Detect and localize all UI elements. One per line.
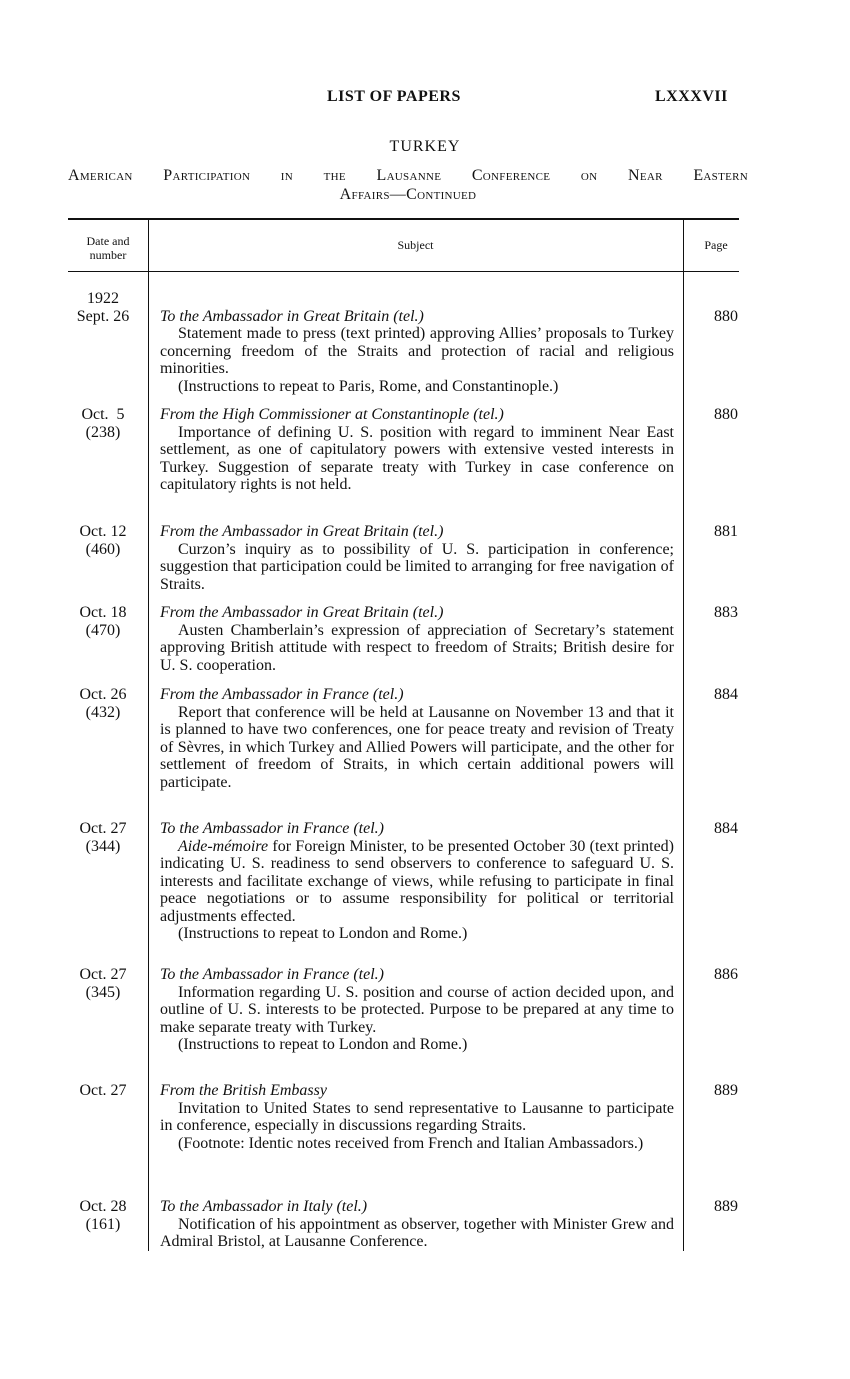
- entry-date: [66, 406, 140, 441]
- entry-text: Report that conference will be held at Lausanne on November 13 and that it is planned to have two conferences, one for peace treaty and revision of Treaty of Sèvres, in which Turkey and Allied Powers will participate, and the other for settlement of freedom of Straits, in which certain additional powers will participate.: [160, 703, 674, 791]
- entry-date: [66, 1198, 140, 1233]
- entry-page: 889: [714, 1082, 738, 1099]
- entry-subject: [160, 820, 674, 943]
- column-divider-left: [148, 219, 149, 1251]
- entry-number: (238): [85, 423, 121, 441]
- entry-subject: [160, 406, 674, 494]
- entry-subject: [160, 686, 674, 791]
- entry-subject: [160, 604, 674, 674]
- entry-date: [66, 523, 140, 558]
- column-header-subject: Subject: [397, 238, 434, 252]
- entry-note: (Instructions to repeat to London and Rome.): [178, 1036, 468, 1053]
- entry-heading: To the Ambassador in France (tel.): [160, 820, 384, 837]
- entry-heading: To the Ambassador in Great Britain (tel.): [160, 307, 424, 325]
- running-head-page-number: LXXXVII: [655, 88, 728, 105]
- entry-day: Oct. 12: [79, 523, 127, 540]
- entry-day: Oct. 27: [79, 820, 127, 837]
- entry-subject: [160, 1082, 674, 1152]
- entry-text: [160, 838, 674, 926]
- entry-heading: From the High Commissioner at Constantinople (tel.): [160, 406, 504, 423]
- entry-date: [66, 966, 140, 1001]
- entry-page: 884: [714, 686, 738, 703]
- entry-number: (344): [85, 837, 121, 855]
- entry-date: [66, 604, 140, 639]
- column-header-date-line1: Date and: [86, 234, 130, 248]
- column-header-date: [68, 234, 148, 262]
- entry-text: Importance of defining U. S. position with regard to imminent Near East settlement, as one of capitulatory powers with extensive vested interests in Turkey. Suggestion of separate treaty with Turkey in case conference on capitulatory rights is not held.: [160, 423, 674, 493]
- entry-subject: [160, 966, 674, 1054]
- entry-page: 883: [714, 604, 738, 621]
- entry-page: 889: [714, 1198, 738, 1215]
- entry-text: Curzon’s inquiry as to possibility of U. S. participation in conference; suggestion that participation could be limited to arranging for free navigation of Straits.: [160, 540, 674, 593]
- entry-date: [66, 820, 140, 855]
- column-header-page: Page: [704, 238, 728, 252]
- entry-day: Oct. 27: [79, 1082, 127, 1099]
- column-divider-right: [683, 219, 684, 1251]
- entry-text: Notification of his appointment as observer, together with Minister Grew and Admiral Bristol, at Lausanne Conference.: [160, 1215, 674, 1250]
- document-title-line1: American Participation in the Lausanne Conference on Near Eastern: [68, 167, 748, 184]
- entry-heading: From the Ambassador in France (tel.): [160, 686, 404, 703]
- entry-date: [66, 686, 140, 721]
- entry-number: (432): [85, 703, 121, 721]
- entry-date: [66, 1082, 140, 1100]
- entry-text: Statement made to press (text printed) approving Allies’ proposals to Turkey concerning freedom of the Straits and protection of racial and religious minorities.: [160, 325, 674, 377]
- entry-day: Oct. 5: [81, 406, 125, 423]
- document-title: [68, 166, 748, 204]
- entry-number: (345): [85, 983, 121, 1001]
- entry-day: Oct. 28: [79, 1198, 127, 1215]
- entry-heading: From the Ambassador in Great Britain (tel.): [160, 523, 444, 540]
- table-header-rule: [68, 271, 739, 272]
- entry-day: Oct. 18: [79, 604, 127, 621]
- entry-day: Oct. 26: [79, 686, 127, 703]
- entry-note: (Instructions to repeat to Paris, Rome, and Constantinople.): [178, 377, 559, 395]
- entry-number: (470): [85, 621, 121, 639]
- entry-number: (460): [85, 540, 121, 558]
- entry-note: (Footnote: Identic notes received from French and Italian Ambassadors.): [178, 1134, 644, 1152]
- entry-subject: [160, 308, 674, 396]
- entry-heading: From the British Embassy: [160, 1082, 327, 1099]
- entry-heading: From the Ambassador in Great Britain (tel.): [160, 604, 444, 621]
- entry-page: 880: [714, 406, 738, 423]
- column-header-date-line2: number: [89, 248, 127, 262]
- table-top-rule: [68, 218, 739, 220]
- entry-text: Invitation to United States to send representative to Lausanne to participate in conference, especially in discussions regarding Straits.: [160, 1099, 674, 1134]
- document-title-line2: Affairs—Continued: [339, 186, 477, 203]
- entry-page: 884: [714, 820, 738, 837]
- entry-number: (161): [85, 1215, 121, 1233]
- entry-year: 1922: [87, 290, 119, 307]
- entry-heading: To the Ambassador in Italy (tel.): [160, 1198, 368, 1215]
- running-head: [0, 88, 850, 112]
- entry-date: [66, 290, 140, 325]
- entry-text-rest: for Foreign Minister, to be presented October 30 (text printed) indicating U. S. readiness to send observers to conference to safeguard U. S. interests and facilitate exchange of views, while refusing to participate in final peace negotiations or to assume responsibility for political or territorial adjustments effected.: [160, 837, 674, 925]
- entry-day: Oct. 27: [79, 966, 127, 983]
- entry-text: Information regarding U. S. position and course of action decided upon, and outline of U. S. interests to be protected. Purpose to be prepared at any time to make separate treaty with Turkey.: [160, 983, 674, 1036]
- entry-page: 880: [714, 307, 738, 325]
- entry-heading: To the Ambassador in France (tel.): [160, 966, 384, 983]
- entry-subject: [160, 523, 674, 593]
- entry-day: Sept. 26: [76, 307, 130, 325]
- entry-text: Austen Chamberlain’s expression of appreciation of Secretary’s statement approving British attitude with respect to freedom of Straits; British desire for U. S. cooperation.: [160, 621, 674, 674]
- section-title: TURKEY: [389, 138, 461, 155]
- entry-page: 886: [714, 966, 738, 983]
- entry-note: (Instructions to repeat to London and Rome.): [178, 925, 468, 942]
- entry-text-italic: Aide-mémoire: [178, 837, 269, 855]
- running-head-title: LIST OF PAPERS: [327, 88, 461, 105]
- entry-subject: [160, 1198, 674, 1251]
- entry-page: 881: [714, 523, 738, 540]
